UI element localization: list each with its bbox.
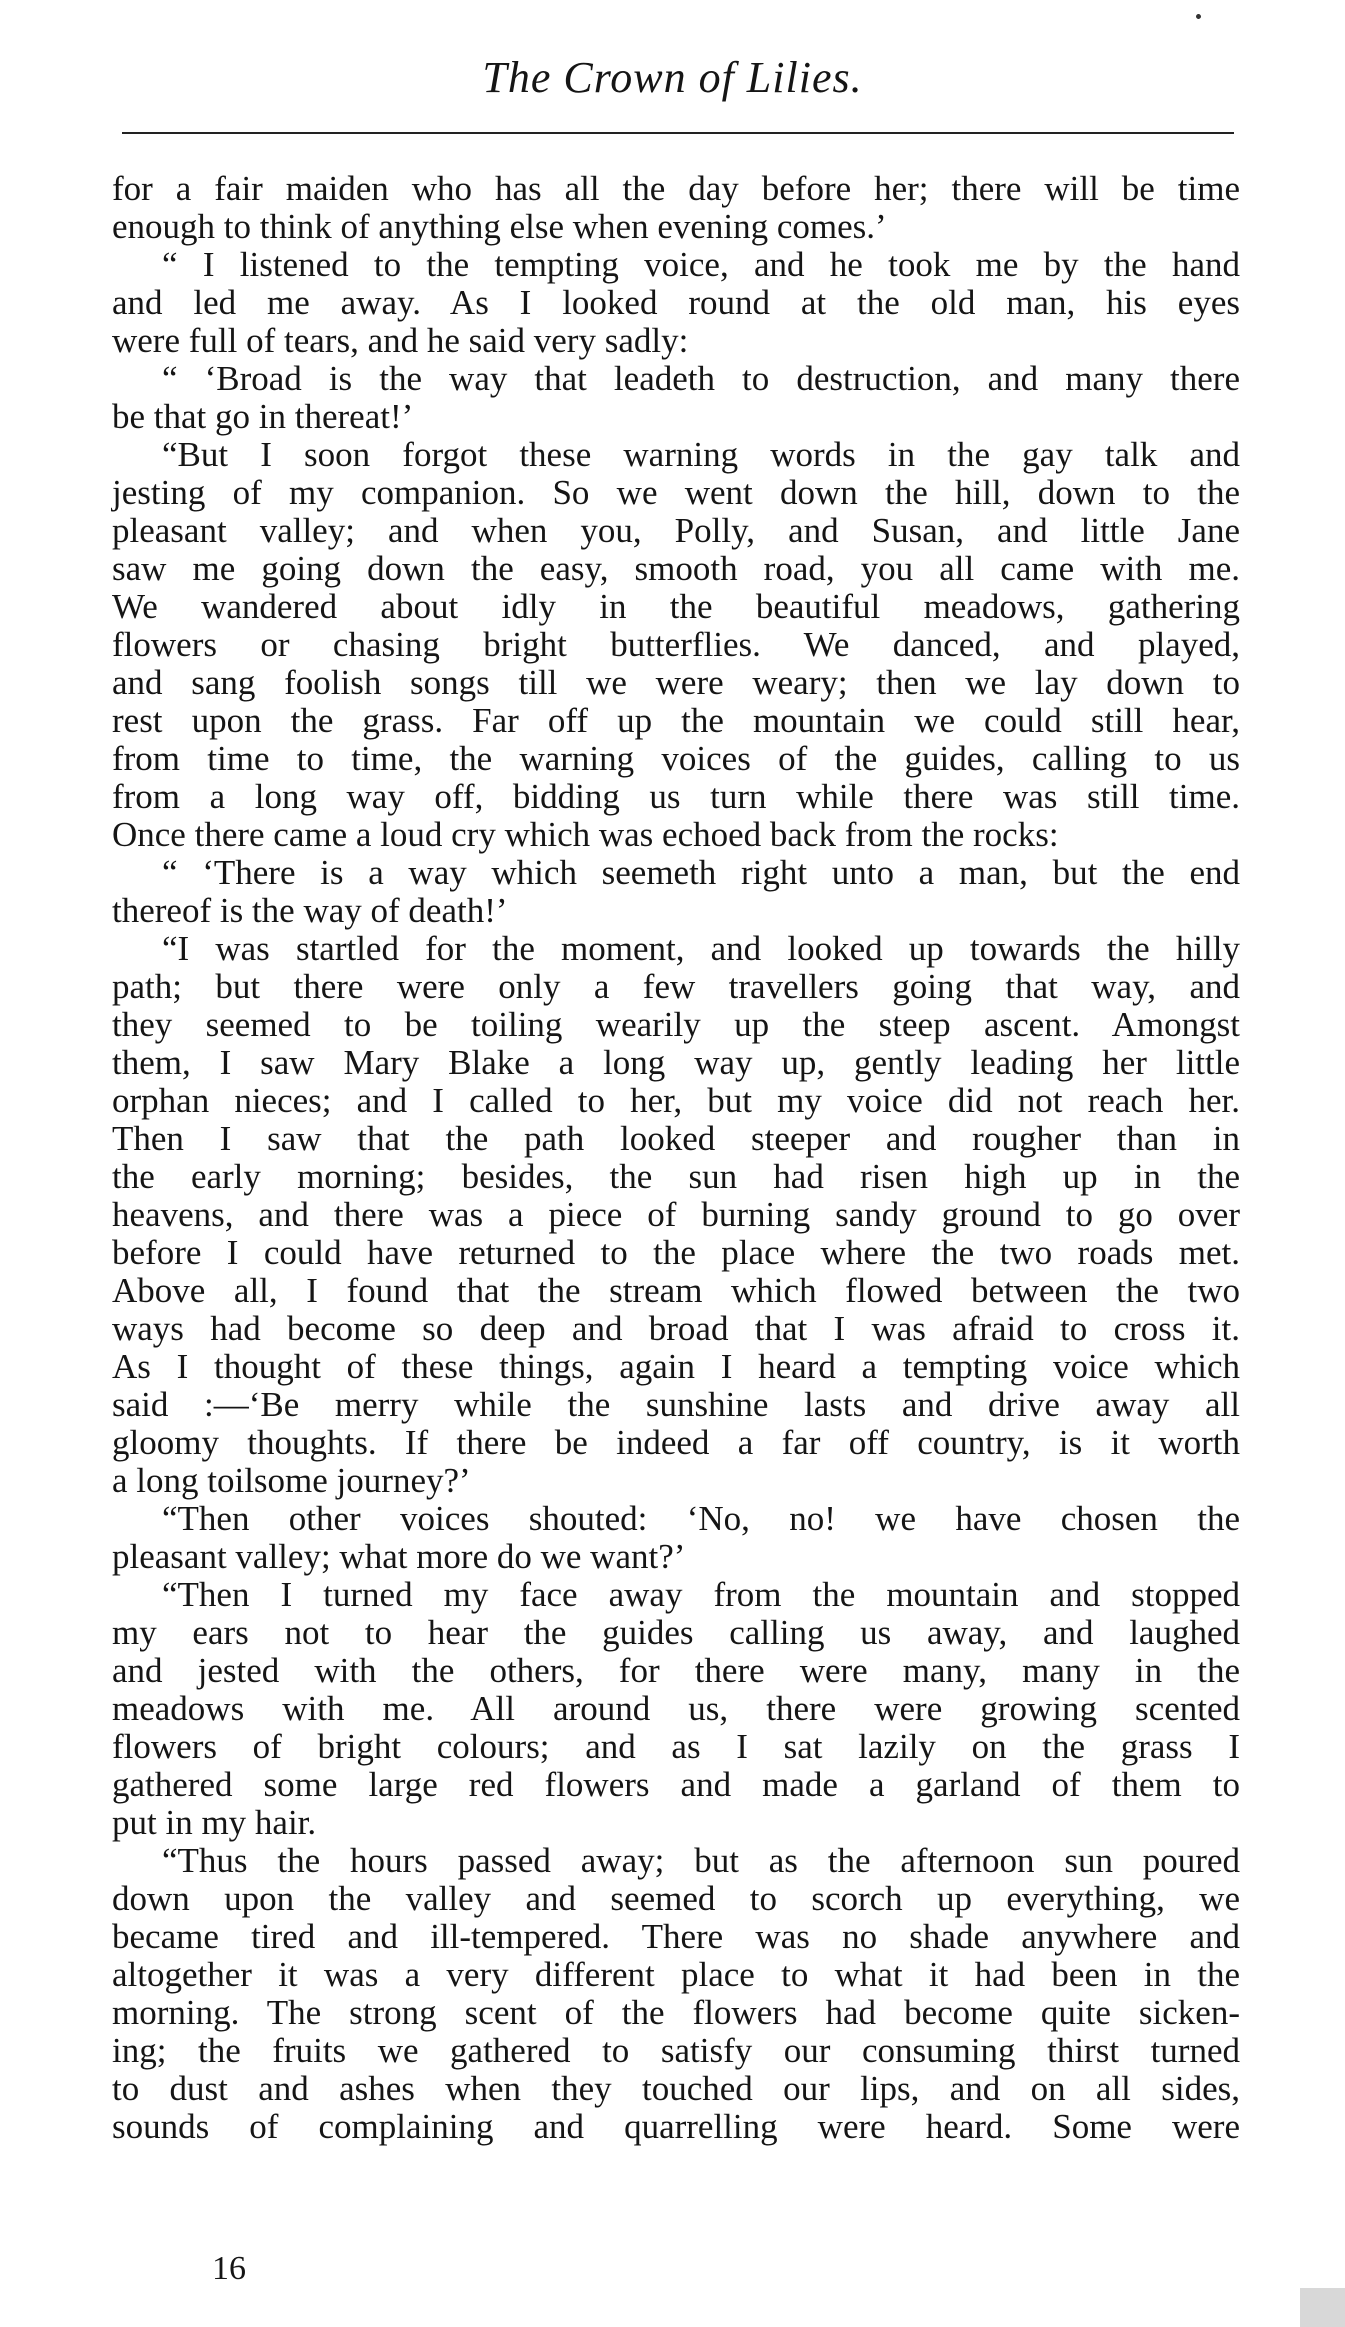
text-line: the early morning; besides, the sun had risen high up in the (112, 1157, 1240, 1196)
text-line: pleasant valley; what more do we want?’ (112, 1537, 686, 1576)
text-line: altogether it was a very different place to what it had been in the (112, 1955, 1240, 1994)
text-line: before I could have returned to the place where the two roads met. (112, 1233, 1240, 1272)
text-line: “Then I turned my face away from the mountain and stopped (162, 1575, 1240, 1614)
text-line: path; but there were only a few travellers going that way, and (112, 967, 1240, 1006)
text-line: jesting of my companion. So we went down the hill, down to the (112, 473, 1240, 512)
text-line: meadows with me. All around us, there were growing scented (112, 1689, 1240, 1728)
text-line: to dust and ashes when they touched our lips, and on all sides, (112, 2069, 1240, 2108)
text-line: gloomy thoughts. If there be indeed a far off country, is it worth (112, 1423, 1240, 1462)
text-line: rest upon the grass. Far off up the mountain we could still hear, (112, 701, 1240, 740)
text-line: saw me going down the easy, smooth road, you all came with me. (112, 549, 1240, 588)
text-line: down upon the valley and seemed to scorch up everything, we (112, 1879, 1240, 1918)
running-title: The Crown of Lilies. (482, 53, 863, 102)
text-line: my ears not to hear the guides calling us away, and laughed (112, 1613, 1240, 1652)
text-line: “Then other voices shouted: ‘No, no! we have chosen the (162, 1499, 1240, 1538)
text-line: and sang foolish songs till we were weary; then we lay down to (112, 663, 1240, 702)
text-line: “But I soon forgot these warning words in the gay talk and (162, 435, 1240, 474)
print-speck (1195, 13, 1202, 20)
text-line: them, I saw Mary Blake a long way up, gently leading her little (112, 1043, 1240, 1082)
text-line: said :—‘Be merry while the sunshine lasts and drive away all (112, 1385, 1240, 1424)
text-line: “Thus the hours passed away; but as the afternoon sun poured (162, 1841, 1240, 1880)
text-line: flowers of bright colours; and as I sat lazily on the grass I (112, 1727, 1240, 1766)
text-line: “ ‘There is a way which seemeth right unto a man, but the end (162, 853, 1240, 892)
text-line: Then I saw that the path looked steeper and rougher than in (112, 1119, 1240, 1158)
text-line: put in my hair. (112, 1803, 317, 1842)
text-line: gathered some large red flowers and made a garland of them to (112, 1765, 1240, 1804)
text-line: ways had become so deep and broad that I was afraid to cross it. (112, 1309, 1240, 1348)
text-line: morning. The strong scent of the flowers had become quite sicken- (112, 1993, 1240, 2032)
text-line: and jested with the others, for there were many, many in the (112, 1651, 1240, 1690)
text-line: “I was startled for the moment, and looked up towards the hilly (162, 929, 1240, 968)
text-line: sounds of complaining and quarrelling were heard. Some were (112, 2107, 1240, 2146)
text-line: Once there came a loud cry which was echoed back from the rocks: (112, 815, 1059, 854)
page-number: 16 (212, 2250, 246, 2287)
text-line: they seemed to be toiling wearily up the steep ascent. Amongst (112, 1005, 1240, 1044)
header-rule (122, 132, 1234, 134)
text-line: Above all, I found that the stream which flowed between the two (112, 1271, 1240, 1310)
text-line: pleasant valley; and when you, Polly, and Susan, and little Jane (112, 511, 1240, 550)
text-line: thereof is the way of death!’ (112, 891, 508, 930)
text-line: a long toilsome journey?’ (112, 1461, 471, 1500)
text-line: enough to think of anything else when evening comes.’ (112, 207, 887, 246)
text-line: orphan nieces; and I called to her, but my voice did not reach her. (112, 1081, 1240, 1120)
text-line: “ ‘Broad is the way that leadeth to destruction, and many there (162, 359, 1240, 398)
text-line: “ I listened to the tempting voice, and he took me by the hand (162, 245, 1240, 284)
text-line: became tired and ill-tempered. There was no shade anywhere and (112, 1917, 1240, 1956)
text-line: from a long way off, bidding us turn while there was still time. (112, 777, 1240, 816)
text-line: heavens, and there was a piece of burning sandy ground to go over (112, 1195, 1240, 1234)
text-line: for a fair maiden who has all the day before her; there will be time (112, 169, 1240, 208)
text-line: be that go in thereat!’ (112, 397, 414, 436)
page-body (112, 170, 1240, 2146)
text-line: flowers or chasing bright butterflies. We danced, and played, (112, 625, 1240, 664)
text-line: ing; the fruits we gathered to satisfy our consuming thirst turned (112, 2031, 1240, 2070)
text-line: and led me away. As I looked round at the old man, his eyes (112, 283, 1240, 322)
text-line: were full of tears, and he said very sadly: (112, 321, 689, 360)
text-line: We wandered about idly in the beautiful meadows, gathering (112, 587, 1240, 626)
text-line: As I thought of these things, again I heard a tempting voice which (112, 1347, 1240, 1386)
scan-corner-shade (1300, 2288, 1345, 2327)
text-line: from time to time, the warning voices of the guides, calling to us (112, 739, 1240, 778)
